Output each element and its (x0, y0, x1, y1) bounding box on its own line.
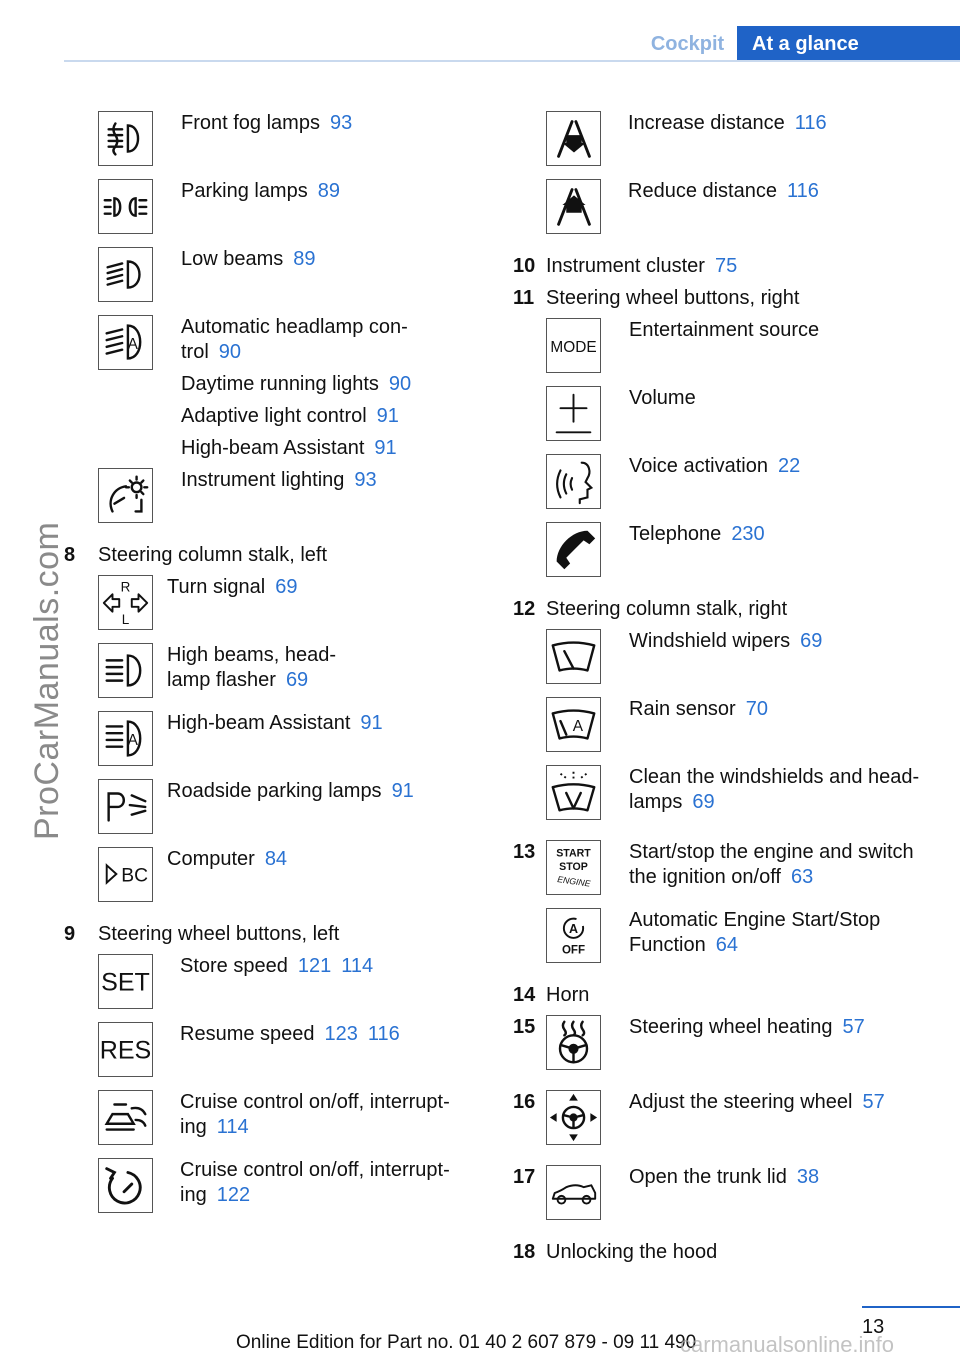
adjust-steering-wheel-icon (546, 1090, 601, 1145)
parking-lamp-icon (98, 179, 153, 234)
svg-text:STOP: STOP (559, 860, 588, 873)
cruise-control-label-2: ing 122 (180, 1184, 251, 1206)
computer-label: Computer 84 (167, 848, 288, 870)
item-number: 10 (513, 255, 536, 277)
computer-bc-icon (98, 847, 153, 902)
entertainment-source-label: Entertainment source (629, 319, 820, 341)
svg-text:L: L (121, 612, 130, 628)
clean-windshields-label-2: lamps 69 (629, 791, 715, 813)
edition-note: Online Edition for Part no. 01 40 2 607 879 - 09 11 490 (236, 1332, 697, 1353)
page-ref[interactable]: 84 (264, 848, 288, 870)
page-ref[interactable]: 114 (341, 955, 374, 977)
page-ref[interactable]: 122 (216, 1184, 251, 1206)
voice-activation-icon (546, 454, 601, 509)
svg-text:OFF: OFF (561, 944, 586, 957)
item-title: Steering column stalk, right (546, 598, 788, 620)
automatic-headlamp-label: Automatic headlamp con- (181, 316, 408, 338)
reduce-distance-icon (546, 179, 601, 234)
svg-text:A: A (572, 717, 583, 735)
page-ref[interactable]: 123 (324, 1023, 358, 1045)
page-ref[interactable]: 91 (376, 405, 399, 427)
tab-at-a-glance[interactable]: At a glance (737, 26, 960, 62)
auto-start-stop-label-2: Function 64 (629, 934, 738, 956)
page-ref[interactable]: 57 (842, 1016, 865, 1038)
page-ref[interactable]: 63 (790, 866, 814, 888)
turn-signal-label: Turn signal 69 (167, 576, 298, 598)
page-ref[interactable]: 114 (216, 1116, 249, 1138)
page-ref[interactable]: 93 (354, 469, 377, 491)
low-beams-label: Low beams 89 (181, 248, 316, 270)
auto-start-stop-label: Automatic Engine Start/Stop (629, 909, 881, 931)
steering-wheel-heating-icon (546, 1015, 601, 1070)
parking-lamps-label: Parking lamps 89 (181, 180, 340, 202)
item-number: 9 (64, 923, 76, 945)
item-number: 11 (513, 287, 535, 309)
page-ref[interactable]: 89 (317, 180, 340, 202)
mode-button-icon (546, 318, 601, 373)
rain-sensor-icon (546, 697, 601, 752)
start-stop-label-2: the ignition on/off 63 (629, 866, 814, 888)
auto-start-stop-icon (546, 908, 601, 963)
page-ref[interactable]: 64 (715, 934, 738, 956)
item-number: 18 (513, 1241, 536, 1263)
item-number: 8 (64, 544, 76, 566)
page-ref[interactable]: 93 (329, 112, 353, 134)
resume-speed-icon (98, 1022, 153, 1077)
high-beams-label-2: lamp flasher 69 (167, 669, 309, 691)
front-fog-lamps-label: Front fog lamps 93 (181, 112, 353, 134)
page-ref[interactable]: 116 (794, 112, 827, 134)
high-beam-assistant-icon (98, 711, 153, 766)
telephone-label: Telephone 230 (629, 523, 765, 545)
page-ref[interactable]: 69 (800, 630, 823, 652)
svg-text:SET: SET (101, 968, 150, 997)
item-title: Steering column stalk, left (98, 544, 327, 566)
page-ref[interactable]: 91 (374, 437, 397, 459)
trunk-lid-icon (546, 1165, 601, 1220)
reduce-distance-label: Reduce distance 116 (628, 180, 819, 202)
item-number: 13 (513, 841, 536, 863)
page-ref[interactable]: 90 (388, 373, 412, 395)
roadside-parking-lamps-label: Roadside parking lamps 91 (167, 780, 414, 802)
washer-icon (546, 765, 601, 820)
header-divider (64, 60, 960, 62)
telephone-icon (546, 522, 601, 577)
tab-cockpit[interactable]: Cockpit (650, 33, 725, 55)
page-ref[interactable]: 69 (275, 576, 298, 598)
page-ref[interactable]: 89 (293, 248, 316, 270)
item-title: Steering wheel buttons, left (98, 923, 340, 945)
instrument-lighting-icon (98, 468, 153, 523)
increase-distance-icon (546, 111, 601, 166)
resume-speed-label: Resume speed 123 116 (180, 1023, 400, 1045)
page-ref[interactable]: 91 (360, 712, 383, 734)
voice-activation-label: Voice activation 22 (629, 455, 801, 477)
svg-text:A: A (568, 922, 579, 937)
svg-text:A: A (127, 731, 138, 749)
clean-windshields-label: Clean the windshields and head- (629, 766, 920, 788)
page-ref[interactable]: 57 (862, 1091, 885, 1113)
item-number: 16 (513, 1091, 536, 1113)
item-number: 15 (513, 1016, 536, 1038)
bottom-watermark: carmanualsonline.info (680, 1332, 895, 1357)
page-ref[interactable]: 90 (218, 341, 242, 363)
page-ref[interactable]: 22 (777, 455, 801, 477)
cruise-control-distance-icon (98, 1090, 153, 1145)
item-title: Steering wheel buttons, right (546, 287, 800, 309)
page-ref[interactable]: 69 (285, 669, 309, 691)
open-trunk-lid-label: Open the trunk lid 38 (629, 1166, 820, 1188)
high-beam-assistant-label: High-beam Assistant 91 (181, 437, 397, 459)
steering-wheel-heating-label: Steering wheel heating 57 (629, 1016, 865, 1038)
high-beam-icon (98, 643, 153, 698)
automatic-headlamp-icon (98, 315, 153, 370)
volume-label: Volume (629, 387, 696, 409)
svg-text:A: A (127, 335, 138, 353)
svg-text:MODE: MODE (550, 338, 597, 356)
svg-text:BC: BC (121, 865, 149, 887)
svg-text:R: R (120, 579, 131, 595)
page-ref[interactable]: 38 (796, 1166, 820, 1188)
high-beam-assistant-label: High-beam Assistant 91 (167, 712, 383, 734)
side-watermark: ProCarManuals.com (28, 521, 66, 840)
page-ref[interactable]: 75 (714, 255, 738, 277)
page-ref[interactable]: 116 (367, 1023, 400, 1045)
page-ref[interactable]: 69 (692, 791, 715, 813)
low-beam-icon (98, 247, 153, 302)
item-number: 14 (513, 984, 536, 1006)
rain-sensor-label: Rain sensor 70 (629, 698, 768, 720)
automatic-headlamp-label-2: trol 90 (181, 341, 242, 363)
cruise-control-label: Cruise control on/off, interrupt- (180, 1091, 450, 1113)
page-number: 13 (862, 1316, 885, 1338)
svg-text:RES: RES (99, 1036, 152, 1065)
store-speed-label: Store speed 121 114 (180, 955, 374, 977)
svg-text:START: START (556, 847, 591, 860)
cruise-control-icon (98, 1158, 153, 1213)
cruise-control-label-2: ing 114 (180, 1116, 249, 1138)
daytime-running-lights-label: Daytime running lights 90 (181, 373, 412, 395)
increase-distance-label: Increase distance 116 (628, 112, 827, 134)
windshield-wiper-icon (546, 629, 601, 684)
roadside-parking-lamp-icon (98, 779, 153, 834)
turn-signal-icon (98, 575, 153, 630)
page-ref[interactable]: 121 (297, 955, 332, 977)
svg-text:ENGINE: ENGINE (556, 874, 592, 889)
page-ref[interactable]: 116 (786, 180, 819, 202)
page-ref[interactable]: 91 (391, 780, 414, 802)
adaptive-light-control-label: Adaptive light control 91 (181, 405, 399, 427)
high-beams-label: High beams, head- (167, 644, 336, 666)
set-speed-icon (98, 954, 153, 1009)
cruise-control-label: Cruise control on/off, interrupt- (180, 1159, 450, 1181)
item-number: 12 (513, 598, 536, 620)
page-ref[interactable]: 230 (731, 523, 765, 545)
volume-icon (546, 386, 601, 441)
start-stop-label: Start/stop the engine and switch (629, 841, 914, 863)
item-number: 17 (513, 1166, 536, 1188)
instrument-cluster-label: Instrument cluster 75 (546, 255, 738, 277)
start-stop-button-icon (546, 840, 601, 895)
front-fog-lamp-icon (98, 111, 153, 166)
adjust-steering-wheel-label: Adjust the steering wheel 57 (629, 1091, 885, 1113)
instrument-lighting-label: Instrument lighting 93 (181, 469, 377, 491)
windshield-wipers-label: Windshield wipers 69 (629, 630, 823, 652)
unlocking-hood-label: Unlocking the hood (546, 1241, 718, 1263)
footer-divider (862, 1306, 960, 1308)
page-ref[interactable]: 70 (745, 698, 768, 720)
horn-label: Horn (546, 984, 590, 1006)
